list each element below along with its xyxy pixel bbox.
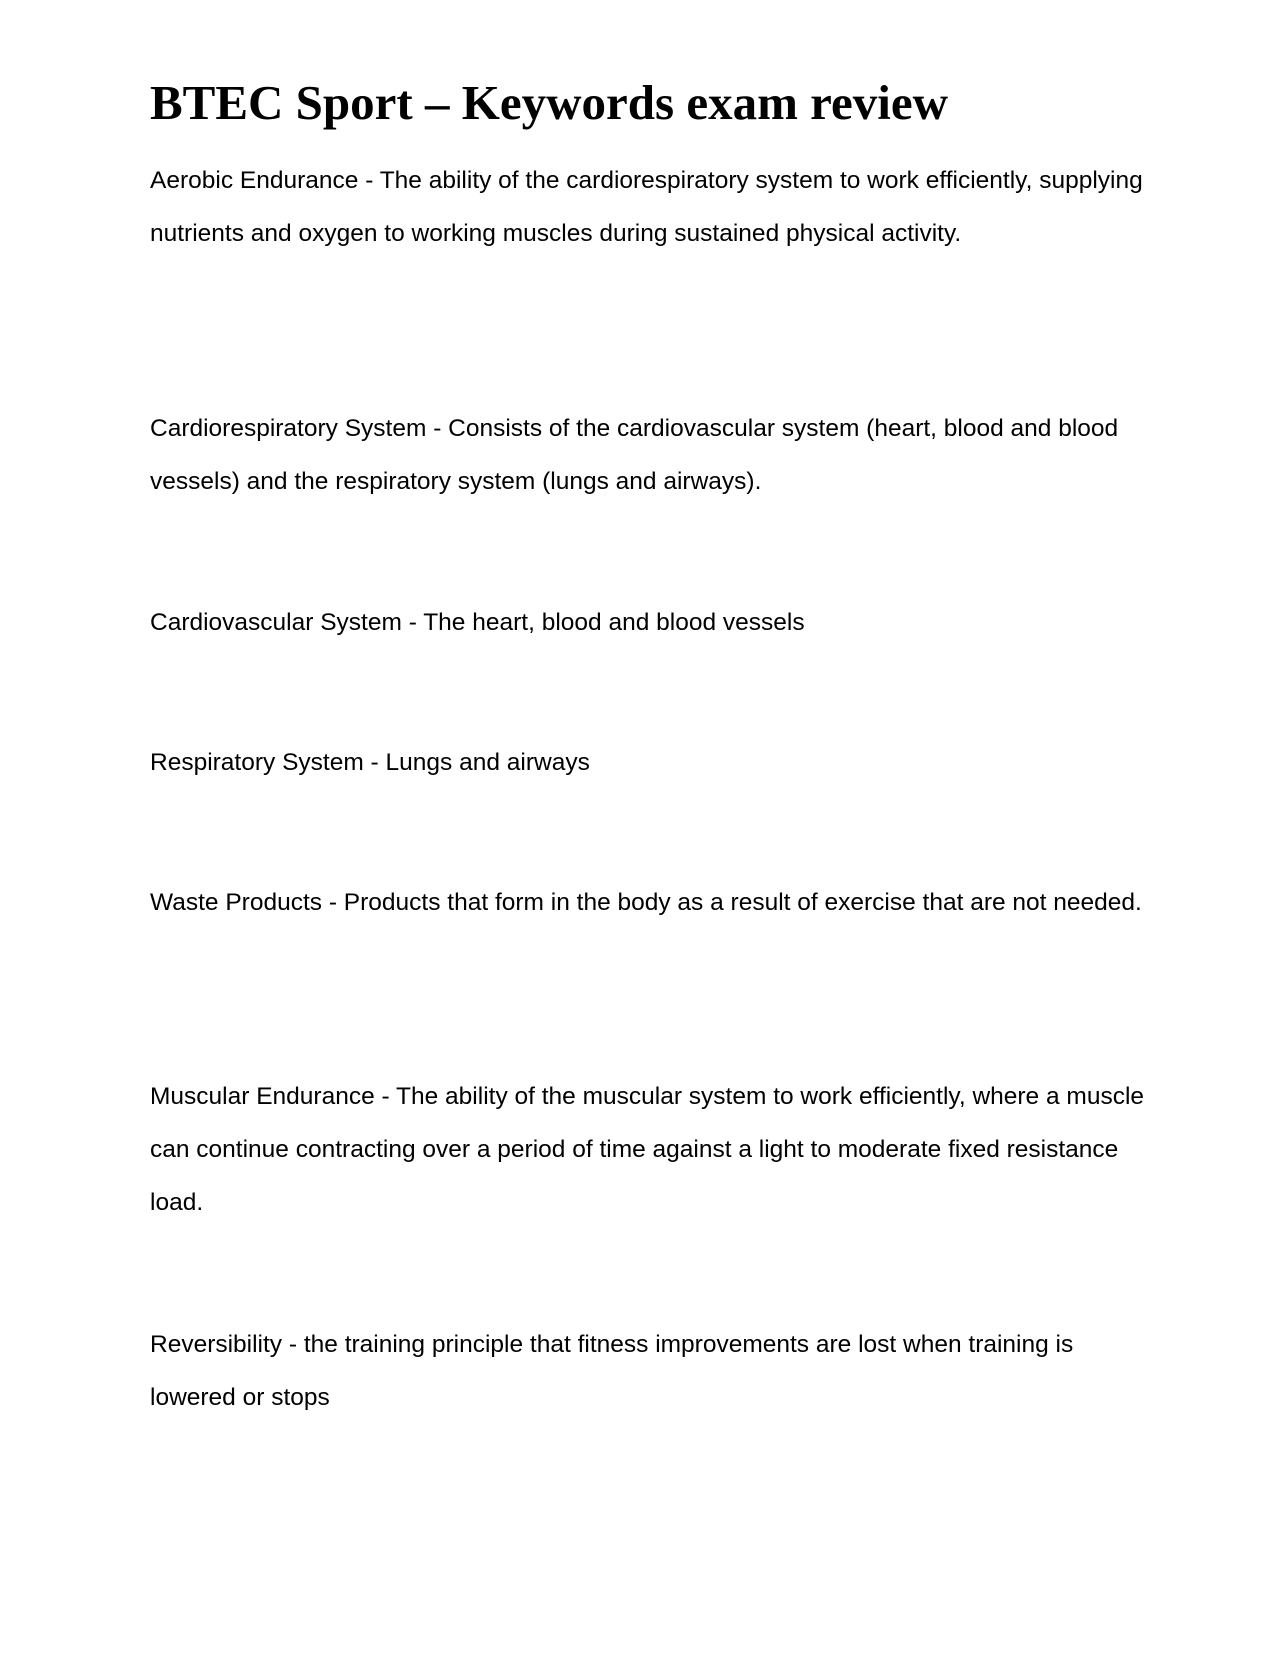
document-title: BTEC Sport – Keywords exam review: [150, 75, 948, 130]
keyword-entry-waste-products: Waste Products - Products that form in the body as a result of exercise that are not needed.: [150, 889, 1142, 916]
keyword-entry-cardiovascular-system: Cardiovascular System - The heart, blood and blood vessels: [150, 609, 805, 636]
keyword-entry-reversibility: Reversibility - the training principle that fitness improvements are lost when training is lowered or stops: [150, 1331, 1074, 1411]
keyword-entry-aerobic-endurance: Aerobic Endurance - The ability of the cardiorespiratory system to work efficiently, supplying nutrients and oxygen to working muscles during sustained physical activity.: [150, 167, 1143, 247]
keyword-entry-muscular-endurance: Muscular Endurance - The ability of the muscular system to work efficiently, where a muscle can continue contracting over a period of time against a light to moderate fixed resistance load.: [150, 1083, 1145, 1216]
keyword-entry-cardiorespiratory-system: Cardiorespiratory System - Consists of the cardiovascular system (heart, blood and blood vessels) and the respiratory system (lungs and airways).: [150, 415, 1119, 495]
keyword-entry-respiratory-system: Respiratory System - Lungs and airways: [150, 749, 590, 776]
